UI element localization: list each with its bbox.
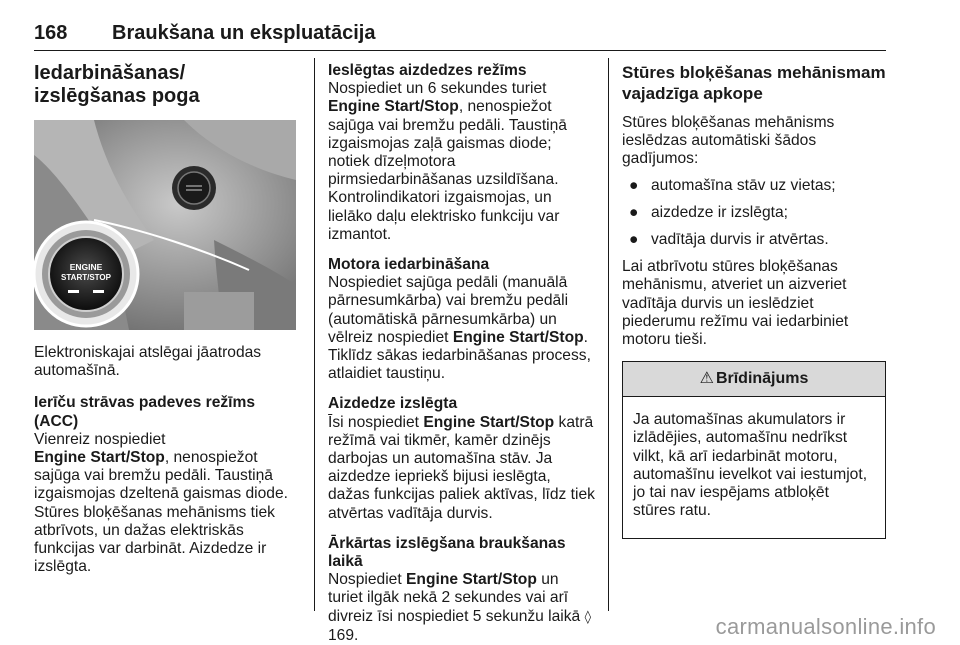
- acc-paragraph: Vienreiz nospiediet Engine Start/Stop, nenospiežot sajūga vai bremžu pedāli. Taustiņā izgaismojas dzeltenā gaismas diode. Stūres bloķēšanas mehānisms tiek atbrīvots, un dažas elektriskās funkcijas var darbināt. Aizdedze ir izslēgta.: [34, 430, 288, 576]
- page-reference-icon[interactable]: ◊: [584, 609, 592, 625]
- page-reference-link[interactable]: 169.: [328, 626, 359, 644]
- page-number: 168: [34, 22, 68, 44]
- section-heading-start-stop: Iedarbināšanas/ izslēgšanas poga: [34, 62, 200, 107]
- emergency-off-heading: Ārkārtas izslēgšana braukšanas laikā: [328, 534, 566, 571]
- column-3: [622, 62, 886, 539]
- engine-start-heading: Motora iedarbināšana: [328, 256, 490, 274]
- warning-header: [623, 362, 885, 397]
- ignition-off-paragraph: Īsi nospiediet Engine Start/Stop katrā režīmā vai tikmēr, kamēr dzinējs darbojas un automašīna stāv. Ja aizdedze iepriekš bijusi ieslēgta, dažas funkcijas paliek aktīvas, līdz tiek atvērtas vadītāja durvis.: [328, 413, 595, 522]
- emergency-off-paragraph: Nospiediet Engine Start/Stop un turiet ilgāk nekā 2 sekundes vai arī divreiz īsi nospiediet 5 sekunžu laikā ◊ 169.: [328, 571, 592, 644]
- start-stop-button-photo: [34, 120, 296, 330]
- list-item: ● aizdedze ir izslēgta;: [629, 203, 788, 221]
- steering-lock-heading: Stūres bloķēšanas mehānismam vajadzīga apkope: [622, 63, 886, 103]
- steering-lock-intro: Stūres bloķēšanas mehānisms ieslēdzas automātiski šādos gadījumos:: [622, 114, 835, 168]
- warning-box: [622, 361, 886, 539]
- engine-start-paragraph: Nospiediet sajūga pedāli (manuālā pārnesumkārba) vai bremžu pedāli (automātiskā pārnesumkārba) un vēlreiz nospiediet Engine Start/Stop. Tiklīdz sākas iedarbināšanas process, atlaidiet taustiņu.: [328, 274, 591, 383]
- running-title: Braukšana un ekspluatācija: [112, 22, 376, 44]
- steering-lock-conditions-list: [622, 177, 886, 250]
- bullet-icon: ●: [629, 231, 639, 249]
- intro-paragraph: Elektroniskajai atslēgai jāatrodas automašīnā.: [34, 344, 262, 380]
- warning-icon: ⚠: [699, 370, 714, 388]
- ignition-on-paragraph: Nospiediet un 6 sekundes turiet Engine Start/Stop, nenospiežot sajūga vai bremžu pedāli. Taustiņā izgaismojas zaļā gaismas diode; notiek dīzeļmotora pirmsiedarbināšanas uzsildīšana. Kontrolindikatori izgaismojas, un lielāko daļu elektrisko funkciju var izmantot.: [328, 80, 567, 243]
- list-item: ● vadītāja durvis ir atvērtas.: [629, 231, 829, 249]
- button-led-right: [93, 290, 104, 293]
- column-2: [328, 62, 596, 645]
- warning-body: Ja automašīnas akumulators ir izlādējies, automašīnu nedrīkst vilkt, kā arī iedarbināt motoru, automašīnu ievelkot vai iestumjot, jo tai nav iespējams atbloķēt stūres ratu.: [633, 411, 868, 520]
- acc-heading: Ierīču strāvas padeves režīms (ACC): [34, 394, 256, 430]
- column-1: [34, 62, 302, 576]
- header-rule: [34, 50, 886, 51]
- column-divider-1: [314, 58, 315, 611]
- list-item: ● automašīna stāv uz vietas;: [629, 176, 836, 194]
- steering-unlock-paragraph: Lai atbrīvotu stūres bloķēšanas mehānismu, atveriet un aizveriet vadītāja durvis un ieslēdziet piederumu režīmu vai iedarbiniet motoru tieši.: [622, 258, 849, 349]
- column-divider-2: [608, 58, 609, 611]
- page-header: [34, 22, 886, 52]
- button-label-start-stop: START/STOP: [61, 273, 111, 282]
- ignition-on-heading: Ieslēgtas aizdedzes režīms: [328, 62, 527, 79]
- button-led-left: [68, 290, 79, 293]
- warning-title: Brīdinājums: [715, 370, 809, 388]
- ignition-off-heading: Aizdedze izslēgta: [328, 395, 458, 413]
- button-label-engine: ENGINE: [69, 262, 103, 272]
- bullet-icon: ●: [629, 203, 639, 221]
- watermark: carmanualsonline.info: [715, 614, 936, 639]
- bullet-icon: ●: [629, 176, 639, 194]
